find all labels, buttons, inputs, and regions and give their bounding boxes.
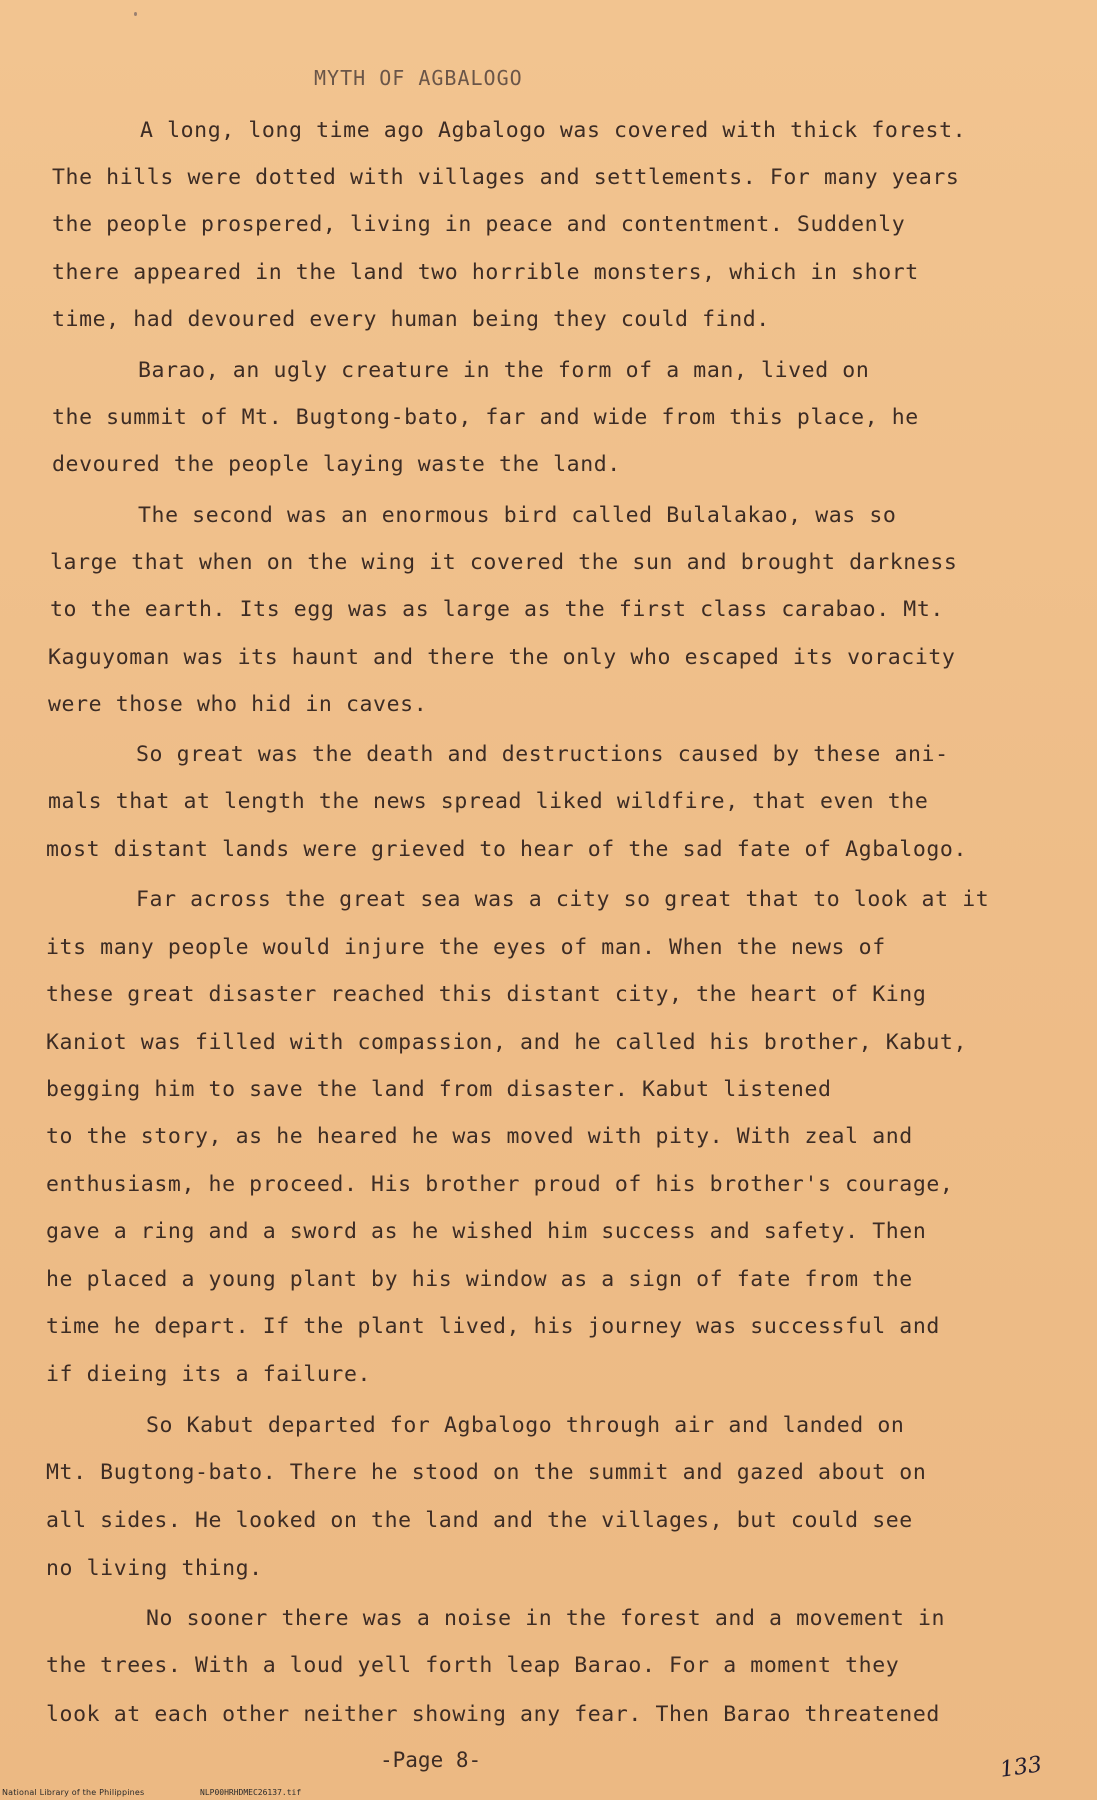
text-line: there appeared in the land two horrible monsters, which in short: [52, 260, 919, 285]
text-line: mals that at length the news spread liked wildfire, that even the: [48, 789, 929, 814]
text-line: time he depart. If the plant lived, his journey was successful and: [46, 1314, 940, 1339]
text-line: these great disaster reached this distant city, the heart of King: [46, 982, 927, 1007]
text-line: the people prospered, living in peace and contentment. Suddenly: [52, 212, 906, 237]
archive-file-id: NLP00HRHDMEC26137.tif: [200, 1788, 302, 1797]
text-line: gave a ring and a sword as he wished him success and safety. Then: [46, 1219, 927, 1244]
archive-institution-label: National Library of the Philippines: [2, 1788, 145, 1797]
text-line: to the earth. Its egg was as large as the first class carabao. Mt.: [50, 597, 944, 622]
text-line: were those who hid in caves.: [48, 692, 428, 717]
handwritten-folio-number: 133: [998, 1752, 1044, 1783]
text-line: to the story, as he heared he was moved with pity. With zeal and: [46, 1124, 913, 1149]
text-line: if dieing its a failure.: [46, 1362, 372, 1387]
text-line: devoured the people laying waste the land.: [52, 452, 621, 477]
paper-speck: [134, 12, 137, 16]
text-line: Barao, an ugly creature in the form of a man, lived on: [138, 358, 870, 383]
text-line: no living thing.: [46, 1556, 263, 1581]
text-line: the trees. With a loud yell forth leap Barao. For a moment they: [46, 1653, 900, 1678]
page-number: -Page 8-: [380, 1748, 482, 1772]
text-line: So Kabut departed for Agbalogo through air and landed on: [146, 1413, 905, 1438]
text-line: Far across the great sea was a city so great that to look at it: [136, 887, 990, 912]
document-title: MYTH OF AGBALOGO: [314, 66, 523, 90]
text-line: So great was the death and destructions caused by these ani-: [136, 742, 949, 767]
text-line: time, had devoured every human being they could find.: [52, 307, 770, 332]
text-line: most distant lands were grieved to hear of the sad fate of Agbalogo.: [46, 837, 967, 862]
text-line: enthusiasm, he proceed. His brother proud of his brother's courage,: [46, 1172, 954, 1197]
text-line: its many people would injure the eyes of man. When the news of: [46, 935, 886, 960]
text-line: The second was an enormous bird called Bulalakao, was so: [138, 503, 897, 528]
text-line: The hills were dotted with villages and settlements. For many years: [52, 165, 960, 190]
text-line: all sides. He looked on the land and the villages, but could see: [46, 1508, 913, 1533]
text-line: Kaguyoman was its haunt and there the only who escaped its voracity: [48, 645, 956, 670]
text-line: he placed a young plant by his window as a sign of fate from the: [46, 1267, 913, 1292]
text-line: begging him to save the land from disaster. Kabut listened: [46, 1077, 832, 1102]
text-line: A long, long time ago Agbalogo was covered with thick forest.: [140, 118, 967, 143]
text-line: large that when on the wing it covered the sun and brought darkness: [50, 550, 958, 575]
text-line: the summit of Mt. Bugtong-bato, far and wide from this place, he: [52, 405, 919, 430]
text-line: Kaniot was filled with compassion, and he called his brother, Kabut,: [46, 1030, 967, 1055]
text-line: look at each other neither showing any fear. Then Barao threatened: [46, 1702, 940, 1727]
text-line: Mt. Bugtong-bato. There he stood on the summit and gazed about on: [46, 1460, 927, 1485]
text-line: No sooner there was a noise in the forest and a movement in: [146, 1606, 946, 1631]
